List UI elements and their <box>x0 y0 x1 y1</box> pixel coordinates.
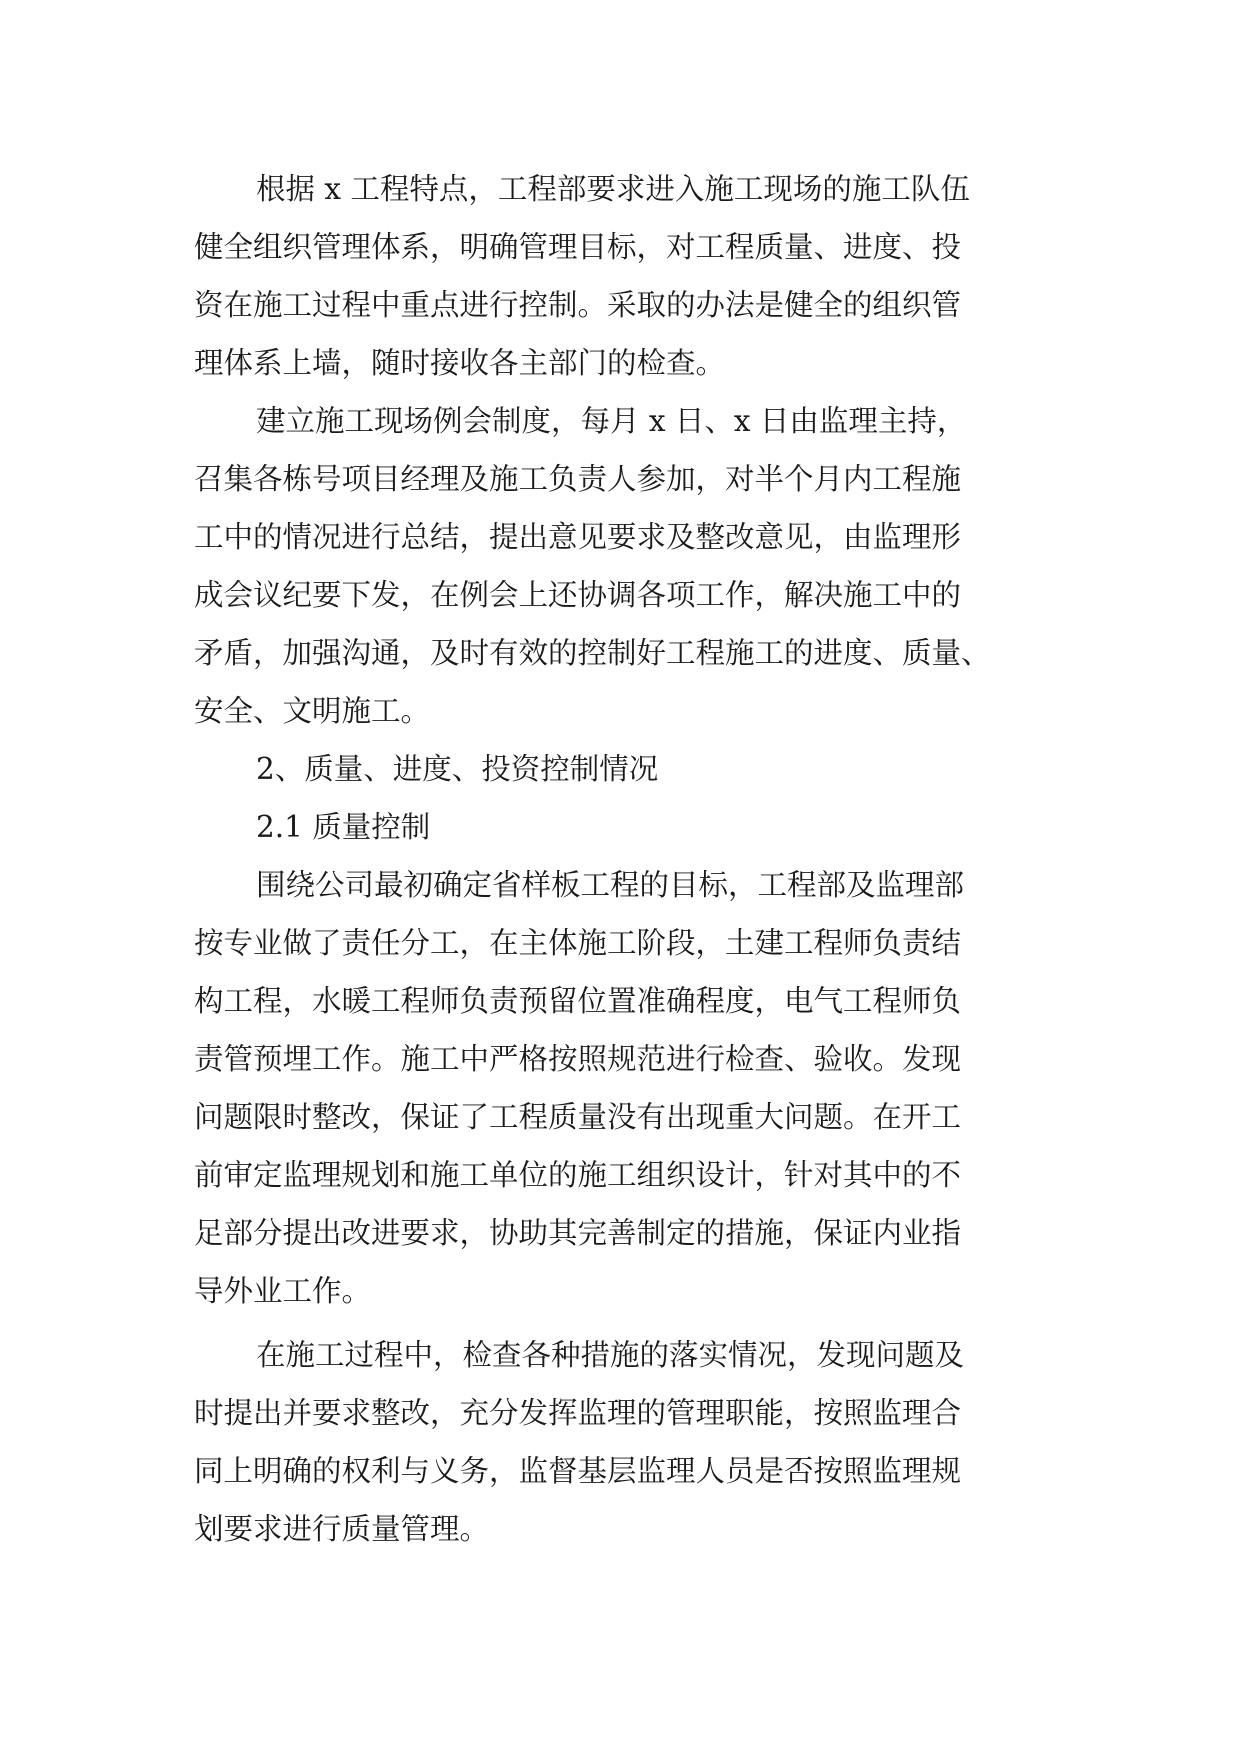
paragraph-1-line-4: 理体系上墙，随时接收各主部门的检查。 <box>194 346 726 380</box>
paragraph-2 <box>194 392 1054 740</box>
subsection-heading-text: 2.1 质量控制 <box>256 810 431 844</box>
subsection-heading <box>194 798 1054 856</box>
paragraph-3 <box>194 856 1054 1320</box>
paragraph-4 <box>194 1326 1054 1558</box>
section-heading-text: 2、质量、进度、投资控制情况 <box>256 752 659 786</box>
paragraph-2-line-6: 安全、文明施工。 <box>194 694 431 728</box>
paragraph-4-line-1: 在施工过程中，检查各种措施的落实情况，发现问题及 <box>256 1338 965 1372</box>
paragraph-1 <box>194 160 1054 392</box>
paragraph-1-line-3: 资在施工过程中重点进行控制。采取的办法是健全的组织管 <box>194 288 962 322</box>
paragraph-3-line-6: 前审定监理规划和施工单位的施工组织设计，针对其中的不 <box>194 1158 962 1192</box>
paragraph-3-line-3: 构工程，水暖工程师负责预留位置准确程度，电气工程师负 <box>194 984 962 1018</box>
paragraph-4-line-3: 同上明确的权利与义务，监督基层监理人员是否按照监理规 <box>194 1454 962 1488</box>
paragraph-3-line-7: 足部分提出改进要求，协助其完善制定的措施，保证内业指 <box>194 1216 962 1250</box>
paragraph-3-line-8: 导外业工作。 <box>194 1274 372 1308</box>
paragraph-4-line-4: 划要求进行质量管理。 <box>194 1512 490 1546</box>
paragraph-2-line-4: 成会议纪要下发，在例会上还协调各项工作，解决施工中的 <box>194 578 962 612</box>
paragraph-3-line-5: 问题限时整改，保证了工程质量没有出现重大问题。在开工 <box>194 1100 962 1134</box>
document-body <box>194 160 1054 1558</box>
paragraph-1-line-2: 健全组织管理体系，明确管理目标，对工程质量、进度、投 <box>194 230 962 264</box>
paragraph-3-line-4: 责管预埋工作。施工中严格按照规范进行检查、验收。发现 <box>194 1042 962 1076</box>
paragraph-4-line-2: 时提出并要求整改，充分发挥监理的管理职能，按照监理合 <box>194 1396 962 1430</box>
paragraph-2-line-2: 召集各栋号项目经理及施工负责人参加，对半个月内工程施 <box>194 462 962 496</box>
paragraph-2-line-3: 工中的情况进行总结，提出意见要求及整改意见，由监理形 <box>194 520 962 554</box>
paragraph-1-line-1: 根据 x 工程特点，工程部要求进入施工现场的施工队伍 <box>256 172 970 206</box>
section-heading <box>194 740 1054 798</box>
paragraph-2-line-5: 矛盾，加强沟通，及时有效的控制好工程施工的进度、质量、 <box>194 636 991 670</box>
paragraph-2-line-1: 建立施工现场例会制度，每月 x 日、x 日由监理主持， <box>256 404 967 438</box>
paragraph-3-line-2: 按专业做了责任分工，在主体施工阶段，土建工程师负责结 <box>194 926 962 960</box>
paragraph-3-line-1: 围绕公司最初确定省样板工程的目标，工程部及监理部 <box>256 868 965 902</box>
